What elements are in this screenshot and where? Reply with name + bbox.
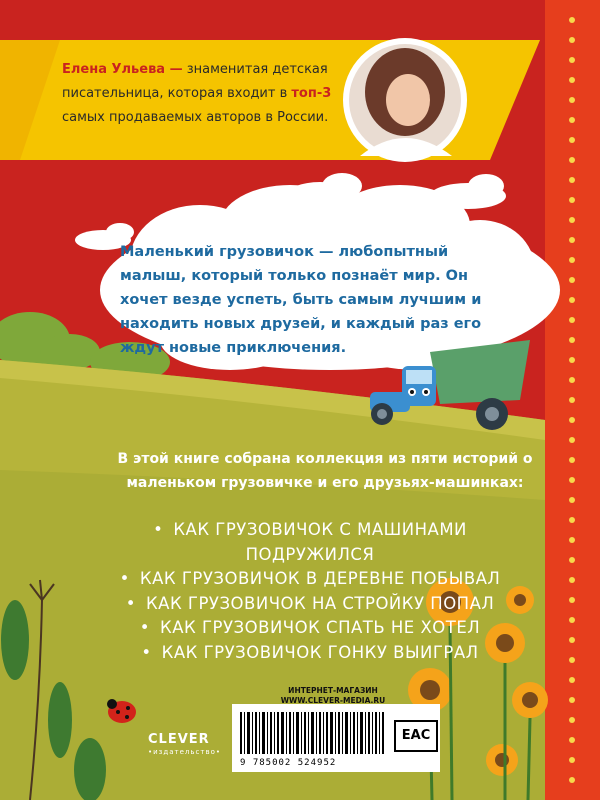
shop-url: WWW.CLEVER-MEDIA.RU: [280, 696, 386, 705]
author-bio-text-1: знаменитая детская писательница, которая входит в: [62, 62, 328, 101]
author-bio: [62, 58, 362, 130]
bullet: •: [141, 642, 152, 662]
eac-mark: EAC: [394, 720, 438, 752]
stories-list: [95, 518, 525, 665]
list-item: • КАК ГРУЗОВИЧОК В ДЕРЕВНЕ ПОБЫВАЛ: [119, 569, 501, 588]
author-name: Елена Ульева —: [62, 62, 183, 77]
bullet: •: [153, 520, 164, 539]
list-item: • КАК ГРУЗОВИЧОК СПАТЬ НЕ ХОТЕЛ: [139, 618, 481, 637]
bullet: •: [125, 593, 136, 613]
stories-intro: В этой книге собрана коллекция из пяти историй о маленьком грузовичке и его друзьях-машинках:: [117, 451, 533, 491]
shop-label: ИНТЕРНЕТ-МАГАЗИН: [288, 686, 378, 695]
author-bio-highlight: топ-3: [291, 86, 332, 101]
online-shop-info: [258, 686, 408, 706]
author-bio-text-2: самых продаваемых авторов в России.: [62, 110, 329, 125]
bullet: •: [119, 569, 130, 588]
book-blurb: Маленький грузовичок — любопытный малыш, который только познаёт мир. Он хочет везде успеть, быть самым лучшим и находить новых друзей, и каждый раз его ждут новые приключения.: [120, 244, 482, 356]
list-item: • КАК ГРУЗОВИЧОК ГОНКУ ВЫИГРАЛ: [141, 642, 479, 662]
publisher-logo: CLEVER: [148, 732, 210, 747]
list-item: • КАК ГРУЗОВИЧОК НА СТРОЙКУ ПОПАЛ: [125, 593, 495, 613]
list-item: • КАК ГРУЗОВИЧОК С МАШИНАМИ ПОДРУЖИЛСЯ: [153, 520, 467, 564]
bullet: •: [139, 618, 151, 637]
publisher-label: •издательство•: [148, 748, 221, 756]
isbn-number: 9 785002 524952: [240, 758, 337, 768]
